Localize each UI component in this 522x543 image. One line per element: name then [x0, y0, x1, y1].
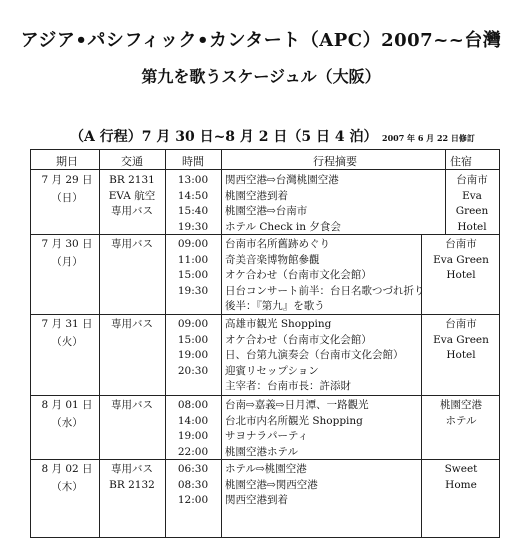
- itinerary-item: 後半：『第九』を歌う: [225, 300, 325, 312]
- hotel-cell: Home: [445, 478, 477, 491]
- itinerary-item: 関西空港⇨台灣桃園空港: [225, 174, 339, 186]
- itinerary-item: 主宰者：台南市長：許添財: [225, 380, 351, 392]
- time-cell: 08:00: [177, 399, 209, 411]
- date-cell: （日）: [51, 192, 83, 204]
- time-cell: 12:00: [177, 494, 209, 506]
- itinerary-item: 関西空港到着: [225, 494, 288, 506]
- column-divider: [165, 150, 166, 537]
- hotel-cell: 台南市: [445, 238, 477, 250]
- hotel-cell: 台南市: [456, 174, 488, 186]
- itinerary-item: 台北市内名所観光 Shopping: [225, 414, 363, 427]
- itinerary-item: サヨナラパーティ: [225, 430, 309, 442]
- time-cell: 08:30: [177, 478, 209, 491]
- date-cell: 7 月 31 日: [41, 318, 93, 330]
- row-divider: [31, 234, 499, 235]
- itinerary-item: 桃園空港ホテル: [225, 445, 298, 458]
- revision-date: 2007 年 6 月 22 日修訂: [382, 133, 475, 143]
- hotel-cell: 桃園空港: [440, 399, 482, 411]
- hotel-cell: 台南市: [445, 318, 477, 330]
- time-cell: 15:40: [177, 205, 209, 217]
- itinerary-item: 日台コンサート前半：台日名歌つづれ折り: [225, 284, 425, 297]
- date-cell: （月）: [51, 256, 83, 268]
- transport-cell: 専用バス: [111, 238, 153, 250]
- route-summary: （A 行程）7 月 30 日~8 月 2 日（5 日 4 泊）: [70, 129, 378, 145]
- hotel-cell: Eva: [462, 189, 482, 202]
- itinerary-item: 高雄市観光 Shopping: [225, 318, 332, 330]
- hotel-cell: Green: [455, 205, 489, 217]
- header-itinerary: 行程摘要: [313, 155, 357, 168]
- column-divider: [221, 150, 222, 537]
- itinerary-item: 台南市名所舊跡めぐり: [225, 238, 330, 250]
- time-cell: 22:00: [177, 445, 209, 458]
- transport-cell: EVA 航空: [108, 189, 156, 202]
- time-cell: 09:00: [177, 318, 209, 330]
- time-cell: 15:00: [177, 269, 209, 281]
- hotel-cell: Hotel: [446, 269, 476, 281]
- date-cell: （木）: [51, 481, 83, 493]
- time-cell: 13:00: [177, 174, 209, 186]
- time-cell: 09:00: [177, 238, 209, 250]
- hotel-cell: Hotel: [446, 349, 476, 361]
- itinerary-item: 桃園空港到着: [225, 189, 288, 202]
- transport-cell: 専用バス: [111, 399, 153, 411]
- time-cell: 11:00: [177, 253, 209, 266]
- date-cell: （水）: [51, 417, 83, 429]
- header-hotel: 住宿: [450, 155, 472, 168]
- itinerary-item: 日、台第九演奏会（台南市文化会館）: [225, 349, 404, 361]
- row-divider: [31, 395, 499, 396]
- date-cell: 7 月 30 日: [41, 238, 93, 250]
- time-cell: 19:30: [177, 220, 209, 233]
- itinerary-item: オケ合わせ（台南市文化会館）: [225, 333, 372, 346]
- time-cell: 14:50: [177, 189, 209, 202]
- date-cell: 7 月 29 日: [41, 174, 93, 186]
- time-cell: 06:30: [177, 463, 209, 475]
- transport-cell: 専用バス: [111, 318, 153, 330]
- itinerary-item: ホテル Check in 夕食会: [225, 220, 341, 233]
- header-transport: 交通: [121, 155, 143, 168]
- date-cell: 8 月 01 日: [41, 399, 93, 411]
- transport-cell: BR 2131: [109, 174, 155, 186]
- page-title: アジア•パシフィック•カンタート（APC）2007~~台灣: [20, 30, 502, 51]
- transport-cell: 専用バス: [111, 463, 153, 475]
- header-date: 期日: [56, 155, 78, 168]
- time-cell: 19:00: [177, 349, 209, 361]
- date-cell: （火）: [51, 336, 83, 348]
- time-cell: 15:00: [177, 333, 209, 346]
- page-subtitle: 第九を歌うスケージュル（大阪）: [141, 67, 381, 86]
- date-cell: 8 月 02 日: [41, 463, 93, 475]
- hotel-cell: Eva Green: [433, 333, 489, 346]
- itinerary-item: 奇美音楽博物館參觀: [225, 253, 320, 266]
- hotel-cell: Eva Green: [433, 253, 489, 266]
- time-cell: 19:30: [177, 284, 209, 297]
- row-divider: [31, 459, 499, 460]
- itinerary-item: 桃園空港⇨関西空港: [225, 478, 318, 491]
- itinerary-item: 桃園空港⇨台南市: [225, 205, 308, 217]
- hotel-cell: Hotel: [457, 220, 487, 233]
- row-divider: [31, 314, 499, 315]
- itinerary-table: [30, 149, 500, 538]
- itinerary-item: ホテル⇨桃園空港: [225, 463, 307, 475]
- table-header-row: [31, 150, 499, 170]
- time-cell: 20:30: [177, 364, 209, 377]
- itinerary-item: 台南⇨嘉義⇨日月潭、一路觀光: [225, 399, 369, 411]
- itinerary-item: 迎賓リセップション: [225, 364, 319, 377]
- hotel-cell: Sweet: [444, 463, 478, 475]
- time-cell: 14:00: [177, 414, 209, 427]
- header-time: 時間: [182, 155, 204, 168]
- hotel-cell: ホテル: [445, 414, 477, 427]
- transport-cell: BR 2132: [109, 478, 155, 491]
- itinerary-item: オケ合わせ（台南市文化会館）: [225, 269, 372, 281]
- time-cell: 19:00: [177, 430, 209, 442]
- transport-cell: 専用バス: [111, 205, 153, 217]
